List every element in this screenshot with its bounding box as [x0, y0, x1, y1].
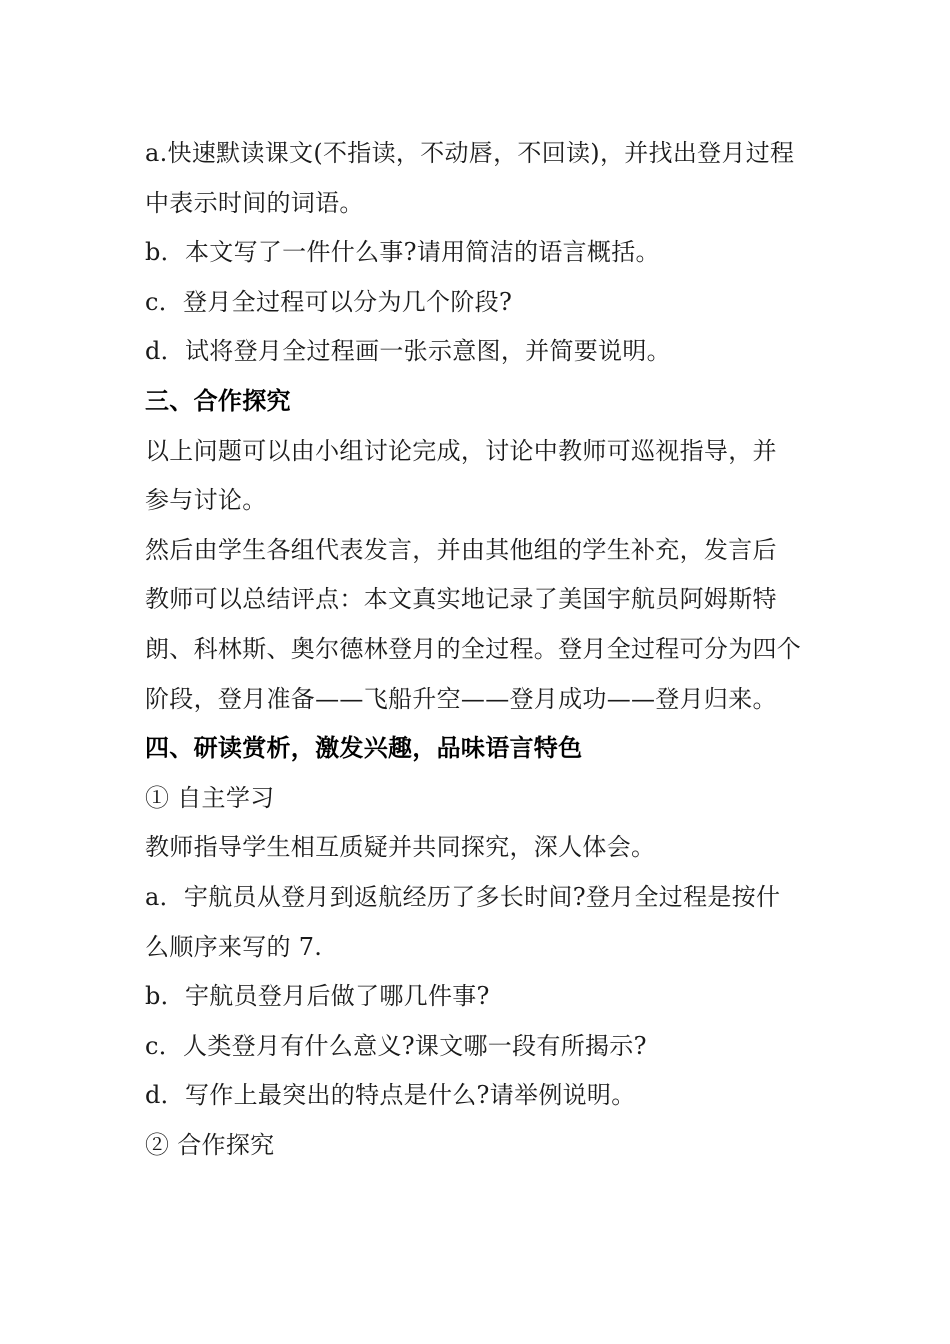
- question-a-line-2: 中表示时间的词语。: [145, 188, 364, 217]
- paragraph-discussion-line-2: 参与讨论。: [145, 486, 267, 515]
- paragraph-summary-line-3: 朗、科林斯、奥尔德林登月的全过程。登月全过程可分为四个: [145, 634, 802, 663]
- question-2c: c．人类登月有什么意义?课文哪一段有所揭示?: [145, 1031, 647, 1060]
- question-a-line-1: a.快速默读课文(不指读，不动唇，不回读)，并找出登月过程: [145, 139, 795, 167]
- question-b: b．本文写了一件什么事?请用简洁的语言概括。: [145, 238, 660, 267]
- subsection-cooperative-study: ② 合作探究: [145, 1130, 275, 1159]
- section-heading-3: 三、合作探究: [145, 386, 291, 415]
- paragraph-summary-line-1: 然后由学生各组代表发言，并由其他组的学生补充，发言后: [145, 535, 777, 564]
- paragraph-guidance: 教师指导学生相互质疑并共同探究，深人体会。: [145, 833, 656, 862]
- paragraph-discussion-line-1: 以上问题可以由小组讨论完成，讨论中教师可巡视指导，并: [145, 436, 777, 465]
- paragraph-summary-line-4: 阶段，登月准备——飞船升空——登月成功——登月归来。: [145, 684, 777, 713]
- question-d: d．试将登月全过程画一张示意图，并简要说明。: [145, 337, 671, 366]
- question-2d: d．写作上最突出的特点是什么?请举例说明。: [145, 1081, 636, 1110]
- question-c: c．登月全过程可以分为几个阶段?: [145, 287, 513, 316]
- question-2a-line-2: 么顺序来写的 7.: [145, 932, 323, 961]
- section-heading-4: 四、研读赏析，激发兴趣，品味语言特色: [145, 734, 583, 763]
- question-2b: b．宇航员登月后做了哪几件事?: [145, 982, 490, 1011]
- subsection-self-study: ① 自主学习: [145, 783, 275, 812]
- paragraph-summary-line-2: 教师可以总结评点：本文真实地记录了美国宇航员阿姆斯特: [145, 585, 777, 614]
- document-body: [145, 129, 810, 1170]
- question-2a-line-1: a．宇航员从登月到返航经历了多长时间?登月全过程是按什: [145, 882, 781, 911]
